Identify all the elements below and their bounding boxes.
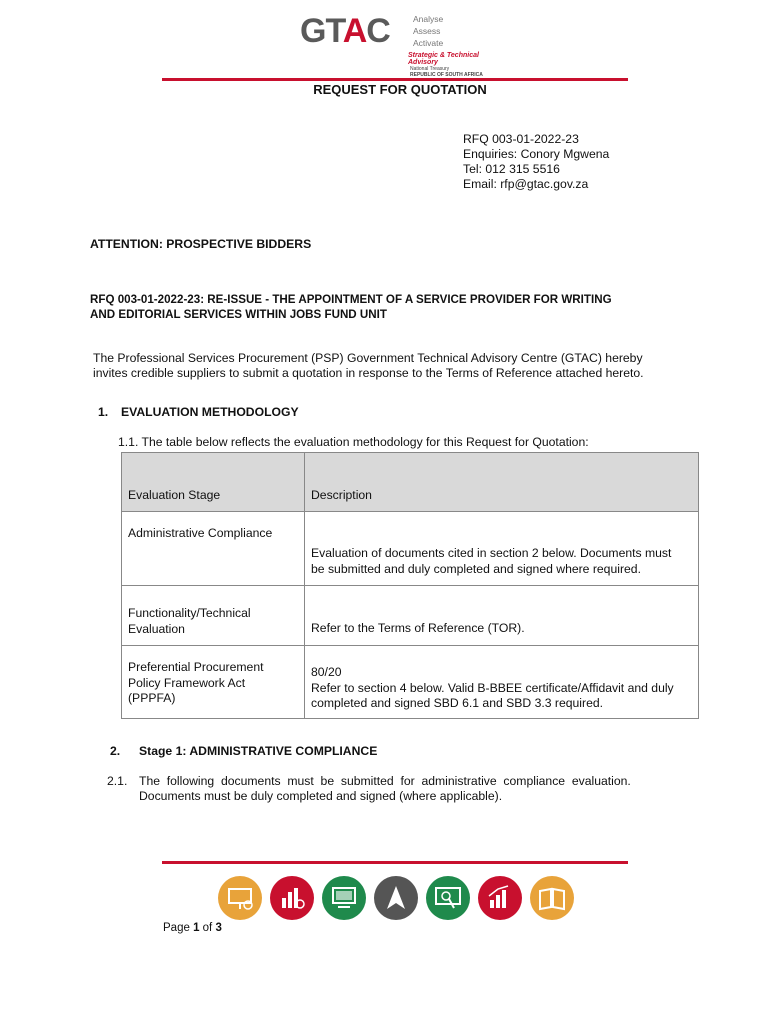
rfq-number: RFQ 003-01-2022-23	[463, 132, 579, 146]
page-number	[163, 922, 222, 934]
stage-line: Preferential Procurement	[128, 660, 264, 674]
email-address: Email: rfp@gtac.gov.za	[463, 177, 589, 191]
header-rule	[162, 78, 628, 81]
section-2-heading: Stage 1: ADMINISTRATIVE COMPLIANCE	[139, 744, 378, 758]
logo-tagline-analyse: Analyse	[413, 14, 444, 24]
description-line: Refer to section 4 below. Valid B-BBEE certificate/Affidavit and duly	[311, 680, 674, 695]
monitor-icon	[322, 876, 366, 920]
section-2-1-line-2: Documents must be duly completed and signed (where applicable).	[139, 789, 503, 803]
logo-subtitle: Strategic & Technical Advisory	[408, 52, 479, 66]
table-row	[122, 646, 699, 719]
stage-line: Policy Framework Act	[128, 675, 246, 690]
table-header-description: Description	[305, 453, 699, 512]
bar-chart-icon	[270, 876, 314, 920]
attention-heading: ATTENTION: PROSPECTIVE BIDDERS	[90, 237, 312, 251]
growth-chart-icon	[478, 876, 522, 920]
page-title: REQUEST FOR QUOTATION	[313, 82, 487, 97]
description-line: be submitted and duly completed and signed where required.	[311, 561, 641, 576]
table-cell-stage	[122, 586, 305, 646]
presentation-icon	[218, 876, 262, 920]
table-header-stage: Evaluation Stage	[122, 453, 305, 512]
section-2-1-number: 2.1.	[107, 774, 128, 788]
treasury-republic-label: REPUBLIC OF SOUTH AFRICA	[410, 72, 483, 78]
table-row	[122, 586, 699, 646]
compass-icon	[374, 876, 418, 920]
stage-line: Administrative Compliance	[128, 526, 273, 540]
page-of: of	[199, 922, 216, 934]
gtac-logo	[300, 8, 500, 78]
logo-tagline-assess: Assess	[413, 26, 441, 36]
description-line: Evaluation of documents cited in section 2 below. Documents must	[311, 546, 672, 560]
description-line: Refer to the Terms of Reference (TOR).	[311, 621, 525, 635]
page-total: 3	[215, 922, 222, 934]
section-2-1-line-1: The following documents must be submitted for administrative compliance evaluation.	[139, 774, 631, 788]
table-header-row	[122, 453, 699, 512]
section-1-1-text: 1.1. The table below reflects the evaluation methodology for this Request for Quotation:	[118, 435, 589, 449]
page-current: 1	[193, 922, 200, 934]
intro-line-2: invites credible suppliers to submit a quotation in response to the Terms of Reference attached hereto.	[93, 366, 644, 380]
stage-line: Functionality/Technical	[128, 606, 251, 620]
telephone: Tel: 012 315 5516	[463, 162, 560, 176]
stage-line: Evaluation	[128, 621, 185, 636]
table-cell-stage	[122, 646, 305, 719]
footer-rule	[162, 861, 628, 864]
table-cell-stage	[122, 512, 305, 586]
section-1-number: 1.	[98, 405, 109, 419]
section-2-number: 2.	[110, 744, 121, 758]
enquiries-contact: Enquiries: Conory Mgwena	[463, 147, 610, 161]
logo-tagline-activate: Activate	[413, 38, 444, 48]
subject-line-1: RFQ 003-01-2022-23: RE-ISSUE - THE APPOINTMENT OF A SERVICE PROVIDER FOR WRITING	[90, 293, 612, 306]
description-line: 80/20	[311, 665, 342, 679]
evaluation-table	[121, 452, 699, 719]
logo-wordmark: GTAC	[300, 12, 390, 50]
subject-line-2: AND EDITORIAL SERVICES WITHIN JOBS FUND UNIT	[90, 308, 387, 321]
page-prefix: Page	[163, 922, 194, 934]
book-icon	[530, 876, 574, 920]
table-row	[122, 512, 699, 586]
table-cell-description	[305, 586, 699, 646]
section-1-heading: EVALUATION METHODOLOGY	[121, 405, 299, 419]
description-line: completed and signed SBD 6.1 and SBD 3.3 required.	[311, 696, 604, 710]
intro-line-1: The Professional Services Procurement (PSP) Government Technical Advisory Centre (GTAC) hereby	[93, 351, 643, 365]
treasury-label: National Treasury	[410, 66, 450, 72]
table-cell-description	[305, 512, 699, 586]
analysis-icon	[426, 876, 470, 920]
table-cell-description	[305, 646, 699, 719]
stage-line: (PPPFA)	[128, 691, 176, 705]
